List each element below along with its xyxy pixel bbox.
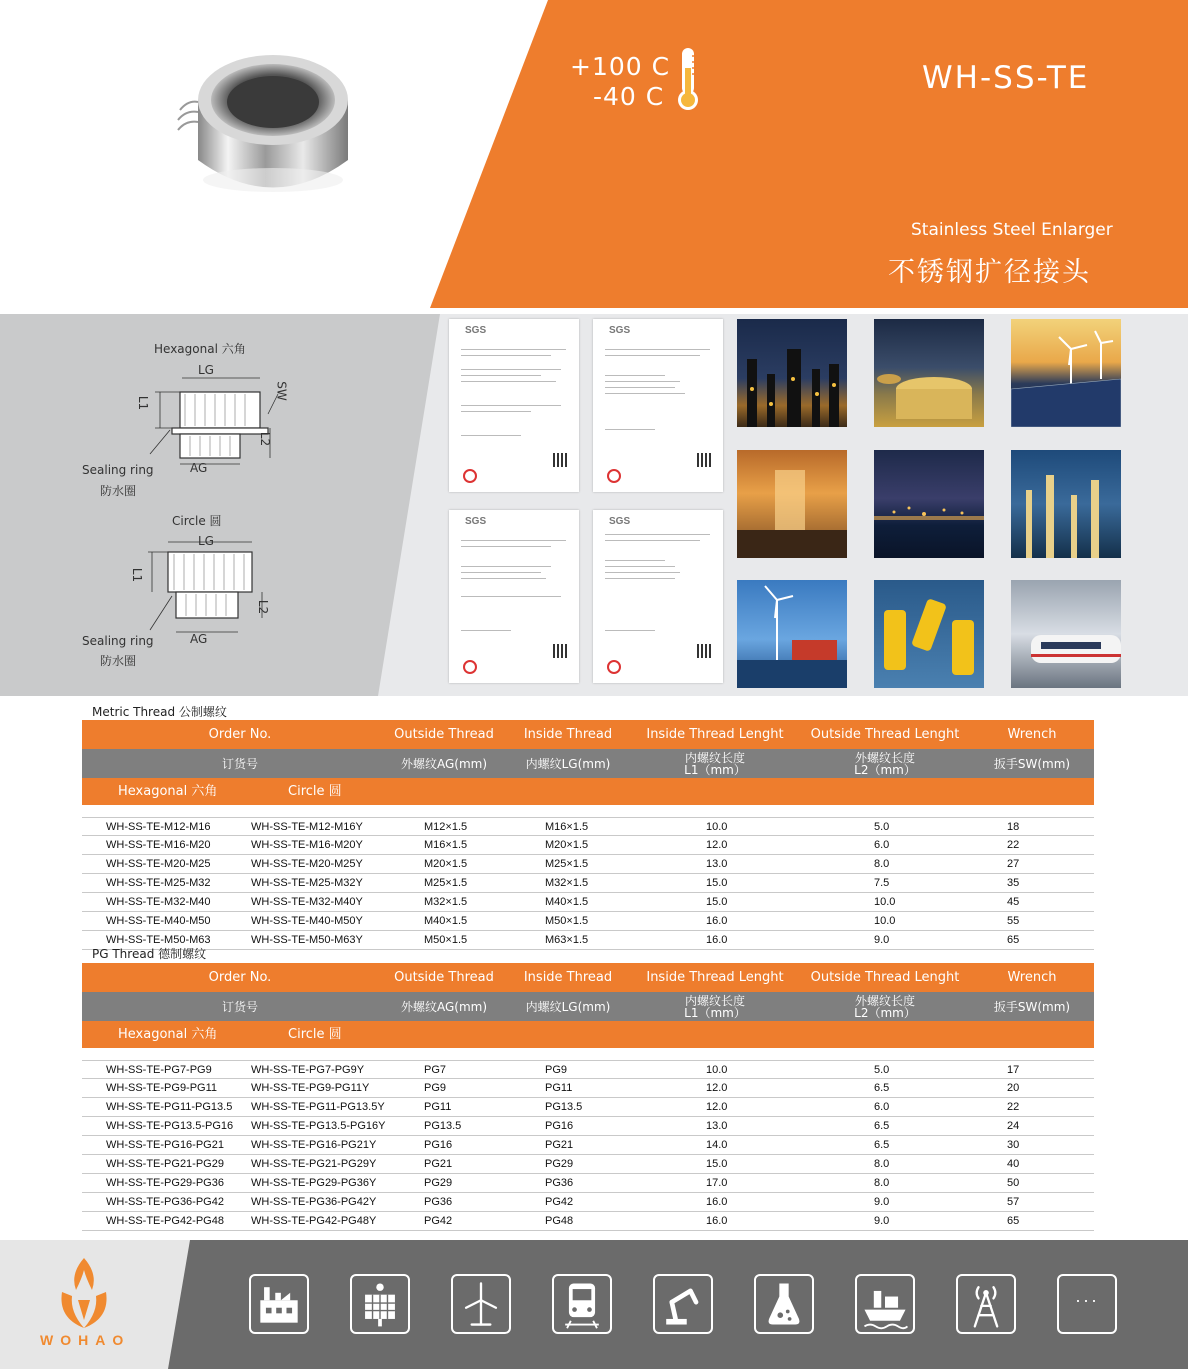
- label-l2: L2: [258, 431, 273, 447]
- table-cell: WH-SS-TE-PG7-PG9: [106, 1064, 212, 1076]
- table-cell: 17: [1007, 1064, 1020, 1076]
- middle-band: [0, 314, 1188, 696]
- sealing-ring-label-cn: 防水圈: [100, 484, 137, 498]
- table-cell: PG42: [545, 1196, 574, 1208]
- col-order-no: Order No.: [208, 969, 272, 985]
- table-cell: WH-SS-TE-M32-M40: [106, 896, 211, 908]
- table-cell: PG21: [424, 1158, 453, 1170]
- col-inside-thread-cn: 内螺纹LG(mm): [525, 756, 611, 771]
- table-cell: 20: [1007, 1082, 1020, 1094]
- table-cell: 22: [1007, 1101, 1020, 1113]
- table-cell: 12.0: [706, 839, 728, 851]
- table-row: [82, 1212, 1094, 1231]
- circle-title: Circle 圆: [172, 514, 222, 528]
- col-outside-length: Outside Thread Lenght: [810, 726, 960, 742]
- table-cell: WH-SS-TE-M50-M63Y: [251, 934, 363, 946]
- label-lg: LG: [198, 534, 214, 548]
- table-cell: 6.5: [874, 1139, 890, 1151]
- table-cell: 15.0: [706, 896, 728, 908]
- table-cell: 9.0: [874, 934, 890, 946]
- temperature-min: -40 C: [593, 82, 665, 111]
- col-outside-thread: Outside Thread: [394, 726, 494, 742]
- application-photo-steel-mill: [737, 450, 847, 558]
- application-photo-oil-tanks: [874, 319, 984, 427]
- table-cell: WH-SS-TE-M20-M25: [106, 858, 211, 870]
- table-cell: 16.0: [706, 1215, 728, 1227]
- sgs-logo: SGS: [465, 516, 487, 527]
- table-row: [82, 931, 1094, 950]
- table-cell: WH-SS-TE-M32-M40Y: [251, 896, 363, 908]
- chemistry-flask-icon: [754, 1274, 814, 1334]
- table-cell: WH-SS-TE-PG11-PG13.5Y: [251, 1101, 385, 1113]
- table-cell: 13.0: [706, 858, 728, 870]
- col-outside-thread-cn: 外螺纹AG(mm): [400, 756, 488, 771]
- table-cell: 5.0: [874, 821, 890, 833]
- table-cell: WH-SS-TE-PG21-PG29: [106, 1158, 224, 1170]
- col-circle: Circle 圆: [288, 1026, 342, 1042]
- label-l1: L1: [136, 395, 151, 411]
- table-row: [82, 1174, 1094, 1193]
- table-cell: PG42: [424, 1215, 453, 1227]
- application-photo-robots: [874, 580, 984, 688]
- table-subheader-row: [82, 1021, 1094, 1048]
- table-cell: M63×1.5: [545, 934, 589, 946]
- label-lg: LG: [198, 363, 214, 377]
- table-row: [82, 1155, 1094, 1174]
- application-photo-train: [1011, 580, 1121, 688]
- product-photo: [168, 40, 378, 220]
- table-cell: 55: [1007, 915, 1020, 927]
- table-cell: 17.0: [706, 1177, 728, 1189]
- pg-table-body: [82, 1060, 1094, 1231]
- table-cell: WH-SS-TE-M50-M63: [106, 934, 211, 946]
- table-row: [82, 1117, 1094, 1136]
- application-photo-offshore: [874, 450, 984, 558]
- table-cell: PG29: [545, 1158, 574, 1170]
- table-cell: M40×1.5: [424, 915, 468, 927]
- table-cell: WH-SS-TE-M12-M16: [106, 821, 211, 833]
- table-cell: 22: [1007, 839, 1020, 851]
- table-cell: M25×1.5: [424, 877, 468, 889]
- table-cell: M12×1.5: [424, 821, 468, 833]
- outside-length-cn: 外螺纹长度: [854, 993, 915, 1008]
- table-cell: 50: [1007, 1177, 1020, 1189]
- pg-thread-title: PG Thread 德制螺纹: [92, 947, 207, 961]
- train-icon: [552, 1274, 612, 1334]
- table-cell: PG13.5: [424, 1120, 462, 1132]
- l1-unit: L1（mm）: [684, 1005, 746, 1020]
- table-cell: 12.0: [706, 1082, 728, 1094]
- solar-panel-icon: [350, 1274, 410, 1334]
- table-cell: WH-SS-TE-PG29-PG36: [106, 1177, 224, 1189]
- col-inside-length-cn: [630, 749, 800, 778]
- table-cell: WH-SS-TE-M40-M50: [106, 915, 211, 927]
- table-cell: WH-SS-TE-PG29-PG36Y: [251, 1177, 377, 1189]
- table-cell: M25×1.5: [545, 858, 589, 870]
- application-photo-solar-wind: [1011, 319, 1121, 427]
- col-outside-length-cn: [800, 749, 970, 778]
- sealing-ring-label: Sealing ring: [82, 634, 154, 648]
- table-cell: PG48: [545, 1215, 574, 1227]
- table-row: [82, 1098, 1094, 1117]
- table-cell: M16×1.5: [424, 839, 468, 851]
- inside-length-cn: 内螺纹长度: [684, 993, 745, 1008]
- temperature-max: +100 C: [570, 52, 671, 81]
- table-cell: M20×1.5: [545, 839, 589, 851]
- table-cell: 40: [1007, 1158, 1020, 1170]
- product-name-cn: 不锈钢扩径接头: [888, 257, 1091, 288]
- table-cell: WH-SS-TE-M16-M20Y: [251, 839, 363, 851]
- table-cell: 6.5: [874, 1120, 890, 1132]
- table-cell: WH-SS-TE-PG9-PG11: [106, 1082, 218, 1094]
- table-cell: M32×1.5: [545, 877, 589, 889]
- table-header-row-cn: [82, 749, 1094, 778]
- table-cell: WH-SS-TE-PG36-PG42: [106, 1196, 224, 1208]
- col-outside-length-cn: [800, 992, 970, 1021]
- table-cell: WH-SS-TE-PG21-PG29Y: [251, 1158, 377, 1170]
- table-cell: WH-SS-TE-PG9-PG11Y: [251, 1082, 370, 1094]
- table-cell: M50×1.5: [545, 915, 589, 927]
- table-cell: WH-SS-TE-PG7-PG9Y: [251, 1064, 365, 1076]
- table-row: [82, 1193, 1094, 1212]
- table-cell: 30: [1007, 1139, 1020, 1151]
- more-icon[interactable]: [1057, 1274, 1117, 1334]
- sgs-logo: SGS: [465, 325, 487, 336]
- sgs-certificate: [449, 510, 579, 683]
- table-cell: PG29: [424, 1177, 453, 1189]
- robot-arm-icon: [653, 1274, 713, 1334]
- col-outside-length: Outside Thread Lenght: [810, 969, 960, 985]
- table-cell: WH-SS-TE-PG42-PG48Y: [251, 1215, 377, 1227]
- col-hexagonal: Hexagonal 六角: [118, 1026, 218, 1042]
- sgs-logo: SGS: [609, 325, 631, 336]
- table-cell: PG9: [545, 1064, 568, 1076]
- table-cell: 12.0: [706, 1101, 728, 1113]
- metric-table: [82, 720, 1094, 950]
- table-cell: 65: [1007, 934, 1020, 946]
- table-cell: 15.0: [706, 1158, 728, 1170]
- col-inside-thread: Inside Thread: [523, 726, 613, 742]
- table-cell: PG9: [424, 1082, 447, 1094]
- table-row: [82, 836, 1094, 855]
- table-cell: 16.0: [706, 1196, 728, 1208]
- sgs-logo: SGS: [609, 516, 631, 527]
- table-row: [82, 1060, 1094, 1079]
- table-cell: M40×1.5: [545, 896, 589, 908]
- table-cell: WH-SS-TE-M25-M32Y: [251, 877, 363, 889]
- signal-tower-icon: [956, 1274, 1016, 1334]
- label-ag: AG: [190, 632, 208, 646]
- table-cell: PG13.5: [545, 1101, 583, 1113]
- metric-thread-title: Metric Thread 公制螺纹: [92, 705, 227, 719]
- table-cell: 35: [1007, 877, 1020, 889]
- col-wrench: Wrench: [1007, 726, 1057, 742]
- table-cell: 9.0: [874, 1196, 890, 1208]
- footer: [0, 1240, 1188, 1369]
- model-title: WH-SS-TE: [922, 60, 1090, 96]
- application-photo-refinery: [1011, 450, 1121, 558]
- table-row: [82, 817, 1094, 836]
- table-cell: 6.0: [874, 839, 890, 851]
- table-cell: 7.5: [874, 877, 890, 889]
- table-row: [82, 855, 1094, 874]
- table-cell: 57: [1007, 1196, 1020, 1208]
- table-cell: M50×1.5: [424, 934, 468, 946]
- col-order-no-cn: 订货号: [221, 999, 258, 1014]
- table-cell: 65: [1007, 1215, 1020, 1227]
- col-inside-thread: Inside Thread: [523, 969, 613, 985]
- sealing-ring-label-cn: 防水圈: [100, 654, 137, 668]
- table-cell: 8.0: [874, 1177, 890, 1189]
- table-cell: WH-SS-TE-PG13.5-PG16Y: [251, 1120, 386, 1132]
- table-cell: 10.0: [706, 821, 728, 833]
- l1-unit: L1（mm）: [684, 762, 746, 777]
- table-cell: 16.0: [706, 934, 728, 946]
- table-header-row-en: [82, 720, 1094, 749]
- table-cell: 45: [1007, 896, 1020, 908]
- inside-length-cn: 内螺纹长度: [684, 750, 745, 765]
- thermometer-icon: [674, 46, 702, 112]
- header: [0, 0, 1188, 308]
- table-cell: 6.0: [874, 1101, 890, 1113]
- col-wrench-cn: 扳手SW(mm): [993, 756, 1071, 771]
- l2-unit: L2（mm）: [854, 1005, 916, 1020]
- table-cell: M20×1.5: [424, 858, 468, 870]
- table-cell: 24: [1007, 1120, 1020, 1132]
- table-cell: 14.0: [706, 1139, 728, 1151]
- label-sw: SW: [274, 381, 289, 401]
- col-wrench: Wrench: [1007, 969, 1057, 985]
- table-cell: 18: [1007, 821, 1020, 833]
- label-l2: L2: [256, 599, 271, 615]
- table-subheader-row: [82, 778, 1094, 805]
- wind-turbine-icon: [451, 1274, 511, 1334]
- sgs-certificate: [593, 510, 723, 683]
- table-cell: WH-SS-TE-M25-M32: [106, 877, 211, 889]
- sgs-certificate: [449, 319, 579, 492]
- table-row: [82, 912, 1094, 931]
- table-header-row-cn: [82, 992, 1094, 1021]
- l2-unit: L2（mm）: [854, 762, 916, 777]
- metric-table-body: [82, 817, 1094, 950]
- table-cell: WH-SS-TE-M40-M50Y: [251, 915, 363, 927]
- more-label: ···: [1075, 1290, 1099, 1310]
- pg-table: [82, 963, 1094, 1231]
- table-cell: 9.0: [874, 1215, 890, 1227]
- label-ag: AG: [190, 461, 208, 475]
- table-cell: 15.0: [706, 877, 728, 889]
- application-photo-factory: [737, 319, 847, 427]
- sealing-ring-label: Sealing ring: [82, 463, 154, 477]
- table-cell: 27: [1007, 858, 1020, 870]
- table-row: [82, 893, 1094, 912]
- table-cell: WH-SS-TE-PG16-PG21Y: [251, 1139, 377, 1151]
- table-cell: 5.0: [874, 1064, 890, 1076]
- col-inside-length: Inside Thread Lenght: [646, 969, 784, 985]
- table-cell: 10.0: [874, 915, 896, 927]
- table-cell: PG36: [424, 1196, 453, 1208]
- table-cell: WH-SS-TE-PG13.5-PG16: [106, 1120, 234, 1132]
- col-order-no: Order No.: [208, 726, 272, 742]
- col-outside-thread-cn: 外螺纹AG(mm): [400, 999, 488, 1014]
- col-inside-length: Inside Thread Lenght: [646, 726, 784, 742]
- table-cell: 8.0: [874, 858, 890, 870]
- table-cell: 8.0: [874, 1158, 890, 1170]
- table-cell: 6.5: [874, 1082, 890, 1094]
- table-cell: M16×1.5: [545, 821, 589, 833]
- application-photo-offshore-wind: [737, 580, 847, 688]
- col-hexagonal: Hexagonal 六角: [118, 783, 218, 799]
- col-outside-thread: Outside Thread: [394, 969, 494, 985]
- col-inside-length-cn: [630, 992, 800, 1021]
- table-row: [82, 1136, 1094, 1155]
- hexagonal-title: Hexagonal 六角: [154, 342, 246, 356]
- brand-name: WOHAO: [40, 1332, 131, 1348]
- table-cell: WH-SS-TE-M20-M25Y: [251, 858, 363, 870]
- table-cell: 16.0: [706, 915, 728, 927]
- ship-icon: [855, 1274, 915, 1334]
- table-row: [82, 1079, 1094, 1098]
- product-name-en: Stainless Steel Enlarger: [911, 220, 1113, 240]
- table-cell: 10.0: [706, 1064, 728, 1076]
- table-cell: PG11: [545, 1082, 573, 1094]
- col-wrench-cn: 扳手SW(mm): [993, 999, 1071, 1014]
- table-cell: WH-SS-TE-M12-M16Y: [251, 821, 363, 833]
- table-cell: M32×1.5: [424, 896, 468, 908]
- label-l1: L1: [130, 567, 145, 583]
- table-cell: 13.0: [706, 1120, 728, 1132]
- table-cell: PG7: [424, 1064, 447, 1076]
- table-cell: PG16: [424, 1139, 453, 1151]
- table-cell: WH-SS-TE-PG16-PG21: [106, 1139, 224, 1151]
- factory-icon: [249, 1274, 309, 1334]
- table-cell: WH-SS-TE-PG36-PG42Y: [251, 1196, 377, 1208]
- outside-length-cn: 外螺纹长度: [854, 750, 915, 765]
- table-cell: PG16: [545, 1120, 574, 1132]
- table-cell: PG36: [545, 1177, 574, 1189]
- col-circle: Circle 圆: [288, 783, 342, 799]
- table-header-row-en: [82, 963, 1094, 992]
- table-cell: PG21: [545, 1139, 574, 1151]
- col-inside-thread-cn: 内螺纹LG(mm): [525, 999, 611, 1014]
- sgs-certificate: [593, 319, 723, 492]
- table-cell: PG11: [424, 1101, 452, 1113]
- table-cell: WH-SS-TE-PG42-PG48: [106, 1215, 224, 1227]
- table-cell: 10.0: [874, 896, 896, 908]
- table-cell: WH-SS-TE-M16-M20: [106, 839, 211, 851]
- table-cell: WH-SS-TE-PG11-PG13.5: [106, 1101, 233, 1113]
- table-row: [82, 874, 1094, 893]
- col-order-no-cn: 订货号: [221, 756, 258, 771]
